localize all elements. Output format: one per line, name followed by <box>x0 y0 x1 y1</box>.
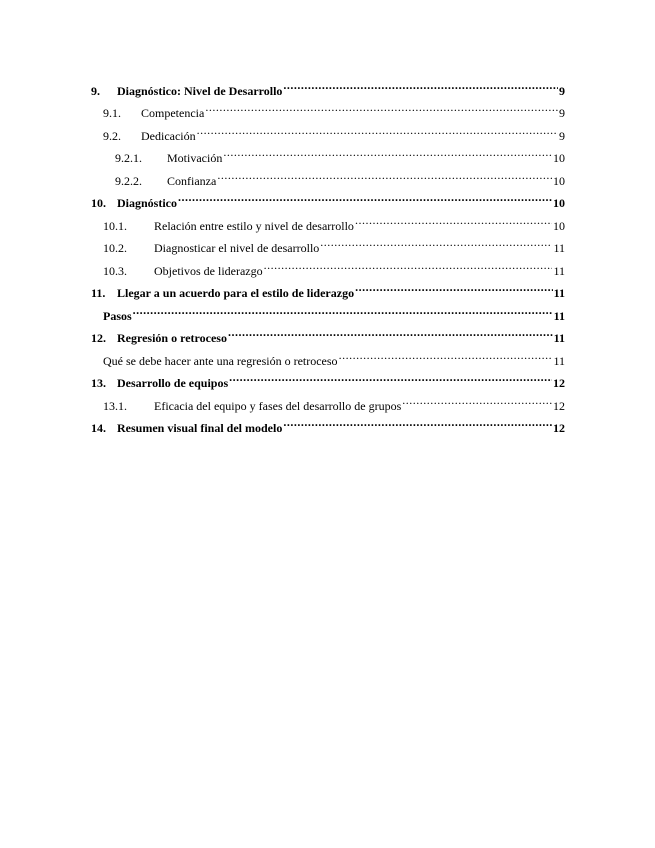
dot-leader <box>223 140 552 163</box>
toc-entry-page: 12 <box>553 421 565 435</box>
toc-entry-number: 12. <box>91 331 106 345</box>
toc-entry-number: 10. <box>91 196 106 210</box>
toc-entry-number: 13.1. <box>103 398 127 413</box>
toc-entry-page: 12 <box>553 398 565 413</box>
toc-entry-number: 9.2.2. <box>115 173 142 188</box>
toc-entry-page: 10 <box>553 151 565 165</box>
dot-leader <box>283 72 558 95</box>
toc-entry-page: 11 <box>553 286 565 300</box>
toc-entry-number: 10.3. <box>103 263 127 278</box>
dot-leader <box>205 95 558 118</box>
toc-entry-number: 9.2.1. <box>115 151 142 165</box>
toc-entry-title: Resumen visual final del modelo <box>117 421 283 435</box>
toc-entry-title: Eficacia del equipo y fases del desarrollo de grupos <box>154 398 402 413</box>
toc-entry-title: Competencia <box>141 106 205 120</box>
toc-entry-number: 11. <box>91 286 106 300</box>
toc-entry-title: Dedicación <box>141 128 196 143</box>
toc-entry-number: 9.2. <box>103 128 121 143</box>
toc-entry-page: 12 <box>553 376 565 390</box>
toc-entry-number: 10.2. <box>103 241 127 255</box>
dot-leader <box>264 252 553 275</box>
table-of-contents <box>91 72 565 435</box>
dot-leader <box>355 275 553 298</box>
dot-leader <box>178 185 552 208</box>
toc-entry-title: Pasos <box>103 308 132 323</box>
toc-entry-title: Qué se debe hacer ante una regresión o retroceso <box>103 353 338 368</box>
toc-entry-page: 11 <box>553 353 565 368</box>
toc-entry-page: 11 <box>553 308 565 323</box>
toc-entry-page: 11 <box>553 241 565 255</box>
toc-entry-number: 9. <box>91 83 100 98</box>
toc-entry-page: 9 <box>559 83 565 98</box>
toc-entry-title: Llegar a un acuerdo para el estilo de liderazgo <box>117 286 355 300</box>
dot-leader <box>217 162 552 185</box>
dot-leader <box>228 320 553 343</box>
toc-entry-number: 14. <box>91 421 106 435</box>
dot-leader <box>339 342 553 365</box>
toc-entry-page: 9 <box>559 128 565 143</box>
dot-leader <box>402 387 552 410</box>
toc-entry-number: 10.1. <box>103 218 127 233</box>
toc-entry-page: 11 <box>553 331 565 345</box>
toc-entry-page: 10 <box>553 196 565 210</box>
toc-entry-title: Diagnóstico: Nivel de Desarrollo <box>117 83 283 98</box>
dot-leader <box>197 117 558 140</box>
toc-entry-title: Diagnosticar el nivel de desarrollo <box>154 241 320 255</box>
dot-leader <box>283 410 552 433</box>
toc-entry-number: 9.1. <box>103 106 121 120</box>
toc-entry-page: 11 <box>553 263 565 278</box>
toc-entry-number: 13. <box>91 376 106 390</box>
dot-leader <box>355 207 552 230</box>
toc-entry[interactable] <box>91 297 565 323</box>
toc-entry-title: Regresión o retroceso <box>117 331 227 345</box>
dot-leader <box>229 365 552 388</box>
dot-leader <box>320 230 552 253</box>
toc-entry[interactable] <box>91 320 565 343</box>
toc-entry-title: Diagnóstico <box>117 196 177 210</box>
toc-entry-title: Motivación <box>167 151 223 165</box>
toc-entry-title: Relación entre estilo y nivel de desarrollo <box>154 218 354 233</box>
toc-entry-title: Desarrollo de equipos <box>117 376 229 390</box>
toc-entry-page: 10 <box>553 218 565 233</box>
toc-entry-title: Confianza <box>167 173 217 188</box>
toc-entry-page: 10 <box>553 173 565 188</box>
toc-entry[interactable] <box>91 72 565 98</box>
toc-entry-title: Objetivos de liderazgo <box>154 263 263 278</box>
dot-leader <box>133 297 553 320</box>
toc-entry-page: 9 <box>559 106 565 120</box>
